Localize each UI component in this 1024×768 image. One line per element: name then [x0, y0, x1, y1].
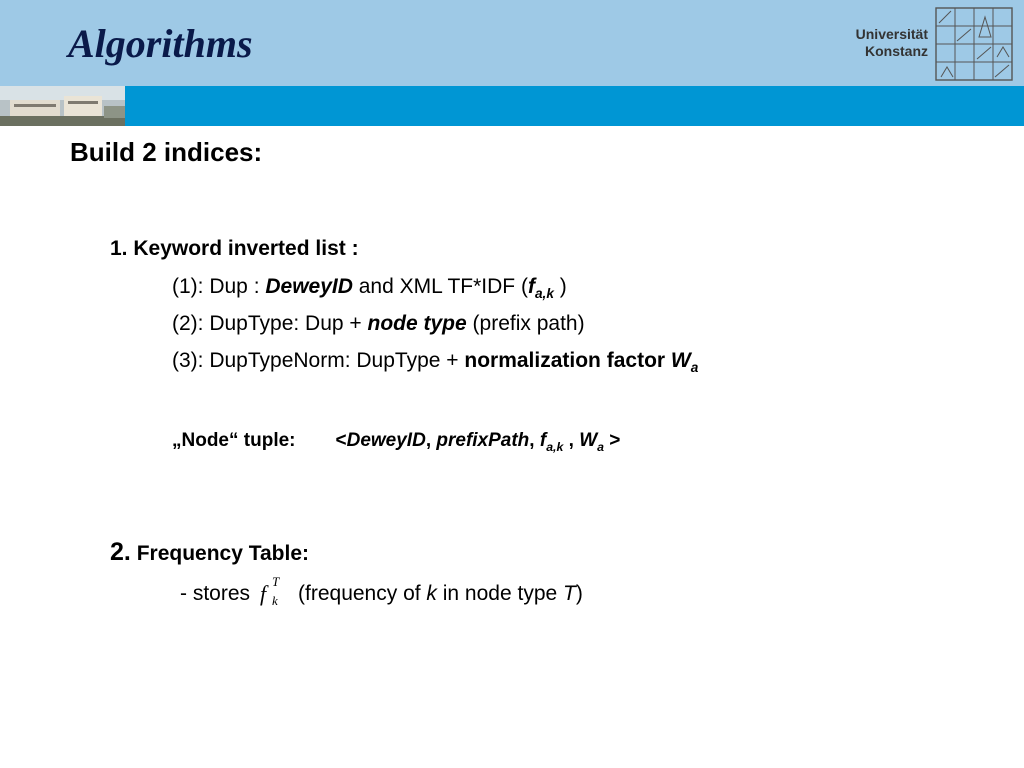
stores-t: T [563, 582, 576, 605]
tuple-w: W [579, 430, 598, 451]
stores-prefix: - stores [180, 582, 251, 605]
tuple-sep-1: , [425, 430, 437, 451]
node-tuple [172, 430, 620, 454]
item1-prefix: (1): Dup : [172, 275, 266, 298]
university-logo-icon [935, 7, 1013, 81]
tuple-f: f [539, 430, 547, 451]
university-name [846, 26, 928, 60]
university-line-1: Universität [855, 26, 928, 42]
formula-sub: k [272, 593, 278, 608]
tuple-label: „Node“ tuple: [172, 430, 296, 451]
frequency-title: Frequency Table: [130, 542, 310, 565]
item1-bold: DeweyID [265, 275, 353, 298]
header-band [0, 86, 1024, 126]
frequency-number: 2. [110, 538, 131, 566]
keyword-list-item-3 [172, 349, 698, 375]
heading-build-indices: Build 2 indices: [70, 137, 263, 167]
tuple-w-sub: a [597, 439, 605, 454]
keyword-list-item-2 [172, 312, 585, 336]
campus-photo [0, 86, 125, 126]
stores-suffix: ) [575, 582, 583, 605]
frequency-stores-line [180, 574, 583, 608]
frequency-formula [260, 574, 290, 608]
formula-f: f [260, 581, 267, 606]
item1-suffix: ) [553, 275, 567, 298]
keyword-list-title: 1. Keyword inverted list : [110, 237, 359, 260]
stores-k: k [426, 582, 437, 605]
item2-prefix: (2): DupType: Dup + [172, 312, 368, 335]
item3-prefix: (3): DupTypeNorm: DupType + [172, 349, 465, 372]
tuple-open: < [335, 430, 347, 451]
item1-f: f [527, 275, 535, 298]
stores-mid: (frequency of [298, 582, 427, 605]
item3-w-sub: a [690, 360, 699, 376]
item1-f-sub: a,k [534, 286, 554, 302]
item3-bold: normalization factor [464, 349, 671, 372]
tuple-prefix-path: prefixPath [436, 430, 530, 451]
university-line-2: Konstanz [865, 43, 928, 59]
formula-sup: T [272, 574, 280, 589]
slide-title: Algorithms [68, 21, 253, 66]
tuple-close: > [604, 430, 621, 451]
item3-w: W [670, 349, 691, 372]
tuple-f-sub: a,k [546, 439, 564, 454]
keyword-list-item-1 [172, 275, 567, 301]
tuple-deweyid: DeweyID [346, 430, 426, 451]
item2-bold: node type [367, 312, 467, 335]
item1-mid: and XML TF*IDF ( [352, 275, 528, 298]
frequency-table-title [110, 538, 309, 567]
item2-suffix: (prefix path) [466, 312, 585, 335]
tuple-sep-3: , [563, 430, 580, 451]
tuple-sep-2: , [529, 430, 540, 451]
stores-mid-2: in node type [436, 582, 564, 605]
